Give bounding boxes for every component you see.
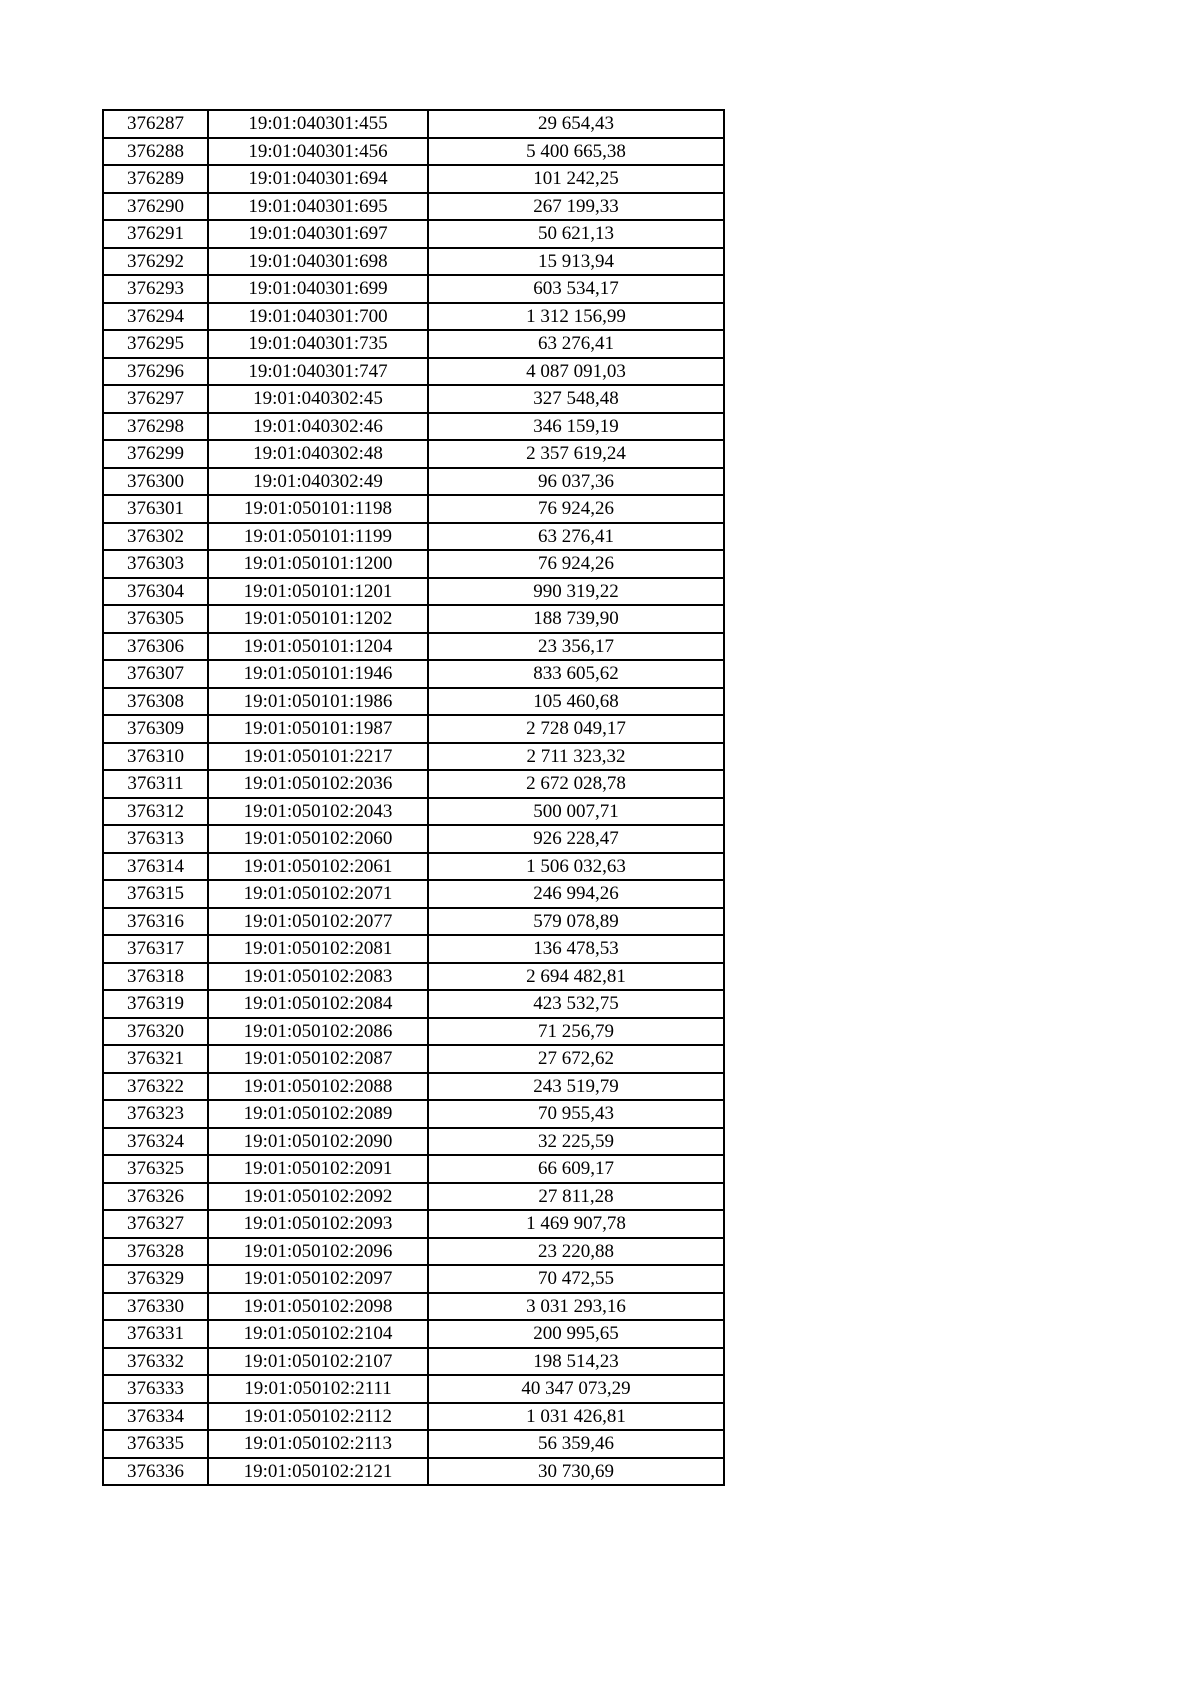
cadastral-number-cell: 19:01:050102:2060 <box>208 825 428 853</box>
cadastral-number-cell: 19:01:040302:45 <box>208 385 428 413</box>
cadastral-number-cell: 19:01:050102:2043 <box>208 798 428 826</box>
cadastral-number-cell: 19:01:040301:735 <box>208 330 428 358</box>
table-row <box>103 220 724 248</box>
table-row <box>103 1238 724 1266</box>
row-number-cell: 376300 <box>103 468 208 496</box>
table-row <box>103 1320 724 1348</box>
row-number-cell: 376328 <box>103 1238 208 1266</box>
row-number-cell: 376311 <box>103 770 208 798</box>
table-row <box>103 468 724 496</box>
row-number-cell: 376315 <box>103 880 208 908</box>
cadastral-value-cell: 30 730,69 <box>428 1458 724 1486</box>
table-row <box>103 1155 724 1183</box>
row-number-cell: 376334 <box>103 1403 208 1431</box>
cadastral-number-cell: 19:01:050101:1202 <box>208 605 428 633</box>
cadastral-value-cell: 2 357 619,24 <box>428 440 724 468</box>
cadastral-number-cell: 19:01:050102:2077 <box>208 908 428 936</box>
cadastral-value-cell: 27 811,28 <box>428 1183 724 1211</box>
cadastral-value-cell: 200 995,65 <box>428 1320 724 1348</box>
row-number-cell: 376297 <box>103 385 208 413</box>
cadastral-number-cell: 19:01:050102:2061 <box>208 853 428 881</box>
row-number-cell: 376326 <box>103 1183 208 1211</box>
cadastral-value-cell: 926 228,47 <box>428 825 724 853</box>
cadastral-number-cell: 19:01:050102:2036 <box>208 770 428 798</box>
row-number-cell: 376289 <box>103 165 208 193</box>
table-row <box>103 1183 724 1211</box>
cadastral-number-cell: 19:01:040301:698 <box>208 248 428 276</box>
table-row <box>103 935 724 963</box>
row-number-cell: 376303 <box>103 550 208 578</box>
cadastral-number-cell: 19:01:050101:2217 <box>208 743 428 771</box>
table-row <box>103 330 724 358</box>
cadastral-number-cell: 19:01:050102:2096 <box>208 1238 428 1266</box>
table-row <box>103 193 724 221</box>
row-number-cell: 376325 <box>103 1155 208 1183</box>
cadastral-number-cell: 19:01:050102:2098 <box>208 1293 428 1321</box>
row-number-cell: 376298 <box>103 413 208 441</box>
table-row <box>103 990 724 1018</box>
row-number-cell: 376310 <box>103 743 208 771</box>
cadastral-number-cell: 19:01:050102:2121 <box>208 1458 428 1486</box>
cadastral-value-cell: 5 400 665,38 <box>428 138 724 166</box>
table-row <box>103 1430 724 1458</box>
row-number-cell: 376307 <box>103 660 208 688</box>
table-row <box>103 688 724 716</box>
table-row <box>103 303 724 331</box>
table-row <box>103 715 724 743</box>
cadastral-number-cell: 19:01:050101:1201 <box>208 578 428 606</box>
cadastral-number-cell: 19:01:040301:700 <box>208 303 428 331</box>
cadastral-value-cell: 71 256,79 <box>428 1018 724 1046</box>
cadastral-number-cell: 19:01:050102:2112 <box>208 1403 428 1431</box>
table-row <box>103 358 724 386</box>
row-number-cell: 376299 <box>103 440 208 468</box>
table-row <box>103 633 724 661</box>
row-number-cell: 376314 <box>103 853 208 881</box>
cadastral-value-cell: 2 694 482,81 <box>428 963 724 991</box>
cadastral-number-cell: 19:01:040301:455 <box>208 110 428 138</box>
cadastral-value-cell: 15 913,94 <box>428 248 724 276</box>
row-number-cell: 376335 <box>103 1430 208 1458</box>
row-number-cell: 376309 <box>103 715 208 743</box>
row-number-cell: 376320 <box>103 1018 208 1046</box>
table-row <box>103 165 724 193</box>
cadastral-number-cell: 19:01:040301:695 <box>208 193 428 221</box>
cadastral-number-cell: 19:01:050101:1204 <box>208 633 428 661</box>
row-number-cell: 376330 <box>103 1293 208 1321</box>
table-row <box>103 1293 724 1321</box>
cadastral-number-cell: 19:01:050101:1946 <box>208 660 428 688</box>
cadastral-number-cell: 19:01:050101:1199 <box>208 523 428 551</box>
table-row <box>103 605 724 633</box>
table-row <box>103 1403 724 1431</box>
row-number-cell: 376316 <box>103 908 208 936</box>
cadastral-value-cell: 243 519,79 <box>428 1073 724 1101</box>
cadastral-value-cell: 40 347 073,29 <box>428 1375 724 1403</box>
cadastral-number-cell: 19:01:050102:2093 <box>208 1210 428 1238</box>
cadastral-number-cell: 19:01:040301:747 <box>208 358 428 386</box>
row-number-cell: 376295 <box>103 330 208 358</box>
row-number-cell: 376288 <box>103 138 208 166</box>
table-row <box>103 1210 724 1238</box>
row-number-cell: 376290 <box>103 193 208 221</box>
cadastral-value-cell: 1 506 032,63 <box>428 853 724 881</box>
cadastral-value-cell: 29 654,43 <box>428 110 724 138</box>
cadastral-value-cell: 96 037,36 <box>428 468 724 496</box>
cadastral-number-cell: 19:01:050102:2071 <box>208 880 428 908</box>
row-number-cell: 376296 <box>103 358 208 386</box>
table-row <box>103 275 724 303</box>
table-row <box>103 908 724 936</box>
cadastral-number-cell: 19:01:050101:1200 <box>208 550 428 578</box>
table-row <box>103 1100 724 1128</box>
row-number-cell: 376321 <box>103 1045 208 1073</box>
row-number-cell: 376318 <box>103 963 208 991</box>
cadastral-number-cell: 19:01:050101:1987 <box>208 715 428 743</box>
row-number-cell: 376294 <box>103 303 208 331</box>
table-row <box>103 853 724 881</box>
cadastral-number-cell: 19:01:050102:2090 <box>208 1128 428 1156</box>
table-row <box>103 248 724 276</box>
cadastral-value-cell: 2 728 049,17 <box>428 715 724 743</box>
row-number-cell: 376305 <box>103 605 208 633</box>
cadastral-number-cell: 19:01:050102:2087 <box>208 1045 428 1073</box>
cadastral-value-cell: 23 356,17 <box>428 633 724 661</box>
cadastral-number-cell: 19:01:050102:2111 <box>208 1375 428 1403</box>
cadastral-value-cell: 2 672 028,78 <box>428 770 724 798</box>
row-number-cell: 376306 <box>103 633 208 661</box>
table-row <box>103 550 724 578</box>
table-row <box>103 1128 724 1156</box>
cadastral-number-cell: 19:01:040302:48 <box>208 440 428 468</box>
row-number-cell: 376292 <box>103 248 208 276</box>
cadastral-number-cell: 19:01:040301:697 <box>208 220 428 248</box>
table-row <box>103 523 724 551</box>
cadastral-number-cell: 19:01:050102:2097 <box>208 1265 428 1293</box>
cadastral-number-cell: 19:01:050102:2086 <box>208 1018 428 1046</box>
cadastral-number-cell: 19:01:050102:2107 <box>208 1348 428 1376</box>
cadastral-value-cell: 23 220,88 <box>428 1238 724 1266</box>
table-row <box>103 1348 724 1376</box>
cadastral-value-table <box>102 109 725 1486</box>
cadastral-value-cell: 76 924,26 <box>428 550 724 578</box>
row-number-cell: 376313 <box>103 825 208 853</box>
cadastral-value-cell: 1 312 156,99 <box>428 303 724 331</box>
cadastral-number-cell: 19:01:040302:49 <box>208 468 428 496</box>
cadastral-value-cell: 579 078,89 <box>428 908 724 936</box>
cadastral-value-cell: 2 711 323,32 <box>428 743 724 771</box>
cadastral-value-cell: 423 532,75 <box>428 990 724 1018</box>
cadastral-number-cell: 19:01:050101:1986 <box>208 688 428 716</box>
cadastral-number-cell: 19:01:050102:2104 <box>208 1320 428 1348</box>
cadastral-number-cell: 19:01:050102:2088 <box>208 1073 428 1101</box>
cadastral-value-cell: 56 359,46 <box>428 1430 724 1458</box>
cadastral-value-cell: 198 514,23 <box>428 1348 724 1376</box>
cadastral-value-cell: 188 739,90 <box>428 605 724 633</box>
table-row <box>103 1045 724 1073</box>
row-number-cell: 376329 <box>103 1265 208 1293</box>
row-number-cell: 376293 <box>103 275 208 303</box>
table-row <box>103 1375 724 1403</box>
cadastral-number-cell: 19:01:040301:699 <box>208 275 428 303</box>
cadastral-value-cell: 833 605,62 <box>428 660 724 688</box>
cadastral-number-cell: 19:01:050102:2113 <box>208 1430 428 1458</box>
cadastral-value-cell: 1 469 907,78 <box>428 1210 724 1238</box>
row-number-cell: 376304 <box>103 578 208 606</box>
row-number-cell: 376287 <box>103 110 208 138</box>
row-number-cell: 376291 <box>103 220 208 248</box>
cadastral-value-cell: 1 031 426,81 <box>428 1403 724 1431</box>
table-row <box>103 880 724 908</box>
cadastral-value-cell: 246 994,26 <box>428 880 724 908</box>
cadastral-value-cell: 63 276,41 <box>428 330 724 358</box>
cadastral-number-cell: 19:01:040302:46 <box>208 413 428 441</box>
row-number-cell: 376312 <box>103 798 208 826</box>
row-number-cell: 376319 <box>103 990 208 1018</box>
table-row <box>103 495 724 523</box>
table-row <box>103 798 724 826</box>
cadastral-value-cell: 3 031 293,16 <box>428 1293 724 1321</box>
cadastral-number-cell: 19:01:050102:2081 <box>208 935 428 963</box>
cadastral-value-cell: 76 924,26 <box>428 495 724 523</box>
cadastral-value-cell: 27 672,62 <box>428 1045 724 1073</box>
table-row <box>103 413 724 441</box>
table-row <box>103 1458 724 1486</box>
cadastral-value-cell: 136 478,53 <box>428 935 724 963</box>
row-number-cell: 376322 <box>103 1073 208 1101</box>
table-row <box>103 440 724 468</box>
row-number-cell: 376333 <box>103 1375 208 1403</box>
cadastral-value-cell: 500 007,71 <box>428 798 724 826</box>
cadastral-value-cell: 32 225,59 <box>428 1128 724 1156</box>
row-number-cell: 376302 <box>103 523 208 551</box>
row-number-cell: 376336 <box>103 1458 208 1486</box>
table-row <box>103 963 724 991</box>
table-row <box>103 1265 724 1293</box>
cadastral-value-cell: 63 276,41 <box>428 523 724 551</box>
table-row <box>103 770 724 798</box>
cadastral-value-cell: 327 548,48 <box>428 385 724 413</box>
table-row <box>103 660 724 688</box>
table-row <box>103 138 724 166</box>
row-number-cell: 376331 <box>103 1320 208 1348</box>
cadastral-value-cell: 50 621,13 <box>428 220 724 248</box>
row-number-cell: 376327 <box>103 1210 208 1238</box>
cadastral-value-cell: 990 319,22 <box>428 578 724 606</box>
table-row <box>103 110 724 138</box>
cadastral-value-cell: 603 534,17 <box>428 275 724 303</box>
row-number-cell: 376308 <box>103 688 208 716</box>
table-row <box>103 1073 724 1101</box>
cadastral-number-cell: 19:01:050102:2083 <box>208 963 428 991</box>
cadastral-value-cell: 70 472,55 <box>428 1265 724 1293</box>
cadastral-value-cell: 346 159,19 <box>428 413 724 441</box>
row-number-cell: 376332 <box>103 1348 208 1376</box>
row-number-cell: 376323 <box>103 1100 208 1128</box>
cadastral-number-cell: 19:01:040301:456 <box>208 138 428 166</box>
row-number-cell: 376301 <box>103 495 208 523</box>
table-row <box>103 385 724 413</box>
cadastral-value-cell: 66 609,17 <box>428 1155 724 1183</box>
table-row <box>103 578 724 606</box>
cadastral-value-cell: 101 242,25 <box>428 165 724 193</box>
cadastral-value-cell: 105 460,68 <box>428 688 724 716</box>
cadastral-number-cell: 19:01:050102:2091 <box>208 1155 428 1183</box>
cadastral-number-cell: 19:01:050101:1198 <box>208 495 428 523</box>
table-row <box>103 825 724 853</box>
cadastral-number-cell: 19:01:050102:2092 <box>208 1183 428 1211</box>
table-row <box>103 1018 724 1046</box>
table-body <box>103 110 724 1485</box>
cadastral-value-cell: 267 199,33 <box>428 193 724 221</box>
cadastral-number-cell: 19:01:050102:2089 <box>208 1100 428 1128</box>
row-number-cell: 376317 <box>103 935 208 963</box>
cadastral-value-cell: 4 087 091,03 <box>428 358 724 386</box>
table-row <box>103 743 724 771</box>
cadastral-number-cell: 19:01:040301:694 <box>208 165 428 193</box>
cadastral-number-cell: 19:01:050102:2084 <box>208 990 428 1018</box>
row-number-cell: 376324 <box>103 1128 208 1156</box>
cadastral-value-cell: 70 955,43 <box>428 1100 724 1128</box>
